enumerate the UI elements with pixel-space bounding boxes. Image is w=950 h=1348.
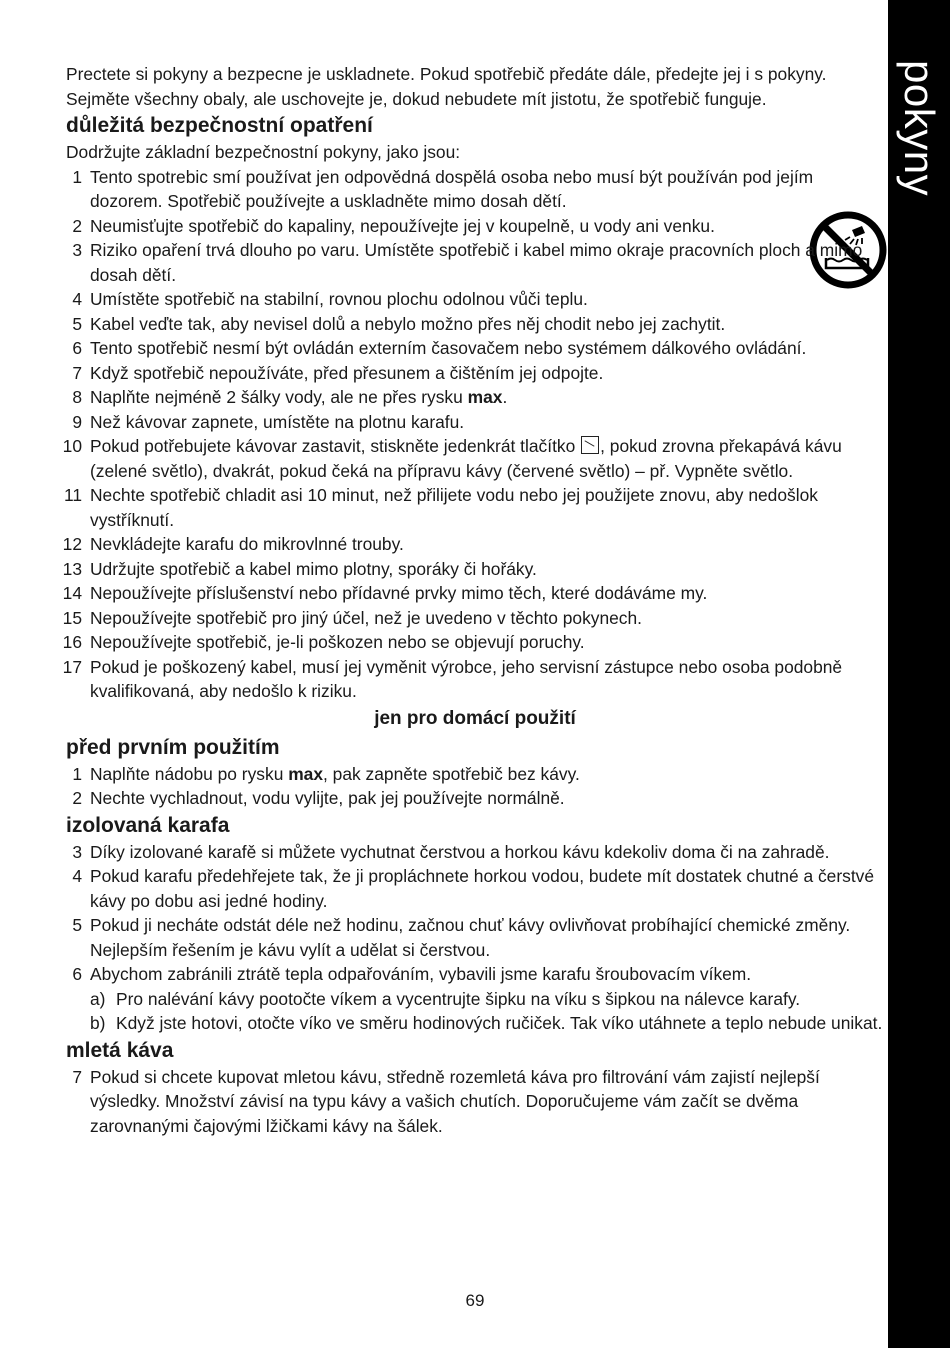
list-item-number: 12 [62, 534, 82, 554]
list-item-number: 8 [72, 387, 82, 407]
list-item [66, 336, 889, 361]
list-item-number: b) [90, 1013, 106, 1033]
list-item-text: Tento spotřebič nesmí být ovládán externím časovačem nebo systémem dálkového ovládání. [90, 338, 807, 358]
list-item-number: 13 [62, 558, 82, 579]
list-item [66, 165, 884, 214]
list-item [90, 1011, 884, 1036]
list-item-text: Nechte spotřebič chladit asi 10 minut, než přilijete vodu nebo jej použijete znovu, aby nedošlok vystříknutí. [90, 485, 818, 530]
list-item-text: Když spotřebič nepoužíváte, před přesunem a čištěním jej odpojte. [90, 362, 604, 383]
list-item [62, 557, 884, 582]
list-item-number: 11 [63, 485, 82, 505]
list-item [62, 630, 884, 655]
list-item-text: Tento spotrebic smí používat jen odpovědná dospělá osoba nebo musí být používán pod jejím dozorem. Spotřebič používejte a uskladněte mimo dosah dětí. [90, 166, 814, 211]
list-item-text: Nepoužívejte spotřebič, je-li poškozen nebo se objevují poruchy. [90, 632, 585, 652]
list-item-text: Pokud ji necháte odstát déle než hodinu, začnou chuť kávy ovlivňovat probíhající chemické změny. Nejlepším řešením je kávu vylít a udělat si čerstvou. [90, 915, 851, 960]
list-item-number: 10 [62, 436, 82, 456]
list-item-number: 2 [72, 788, 82, 808]
list-item-number: a) [90, 988, 106, 1009]
list-item-bold: max [288, 763, 324, 784]
list-item [66, 1065, 884, 1139]
list-item-number: 1 [72, 763, 82, 784]
list-item-number: 17 [62, 656, 82, 677]
list-item [66, 762, 884, 787]
list-item [66, 786, 884, 811]
list-item [66, 238, 884, 287]
list-item-bold: max [467, 387, 503, 407]
ground-coffee-list [66, 1065, 884, 1139]
list-item-text: Pokud je poškozený kabel, musí jej vyměnit výrobce, jeho servisní zástupce nebo osoba podobně kvalifikovaná, aby nedošlo k riziku. [90, 656, 843, 701]
list-item-text: Pokud potřebujete kávovar zastavit, stiskněte jedenkrát tlačítko [90, 436, 581, 456]
list-item-number: 3 [72, 841, 82, 862]
safety-lead: Dodržujte základní bezpečnostní pokyny, jako jsou: [66, 142, 461, 162]
list-item-number: 9 [72, 411, 82, 432]
list-item [90, 987, 884, 1012]
list-item-number: 2 [72, 215, 82, 236]
list-item-text: , pak zapněte spotřebič bez kávy. [323, 763, 580, 784]
page-content [62, 62, 884, 1138]
sidebar-label: pokyny [896, 60, 943, 197]
ground-coffee-heading: mletá káva [66, 1038, 174, 1062]
list-item [66, 361, 884, 386]
list-item-number: 1 [72, 166, 82, 187]
list-item-number: 4 [72, 866, 82, 886]
sidebar-band [888, 0, 950, 1348]
list-item-number: 6 [72, 338, 82, 358]
list-item-text: Nepoužívejte příslušenství nebo přídavné prvky mimo těch, které dodáváme my. [90, 583, 708, 603]
list-item-text: Nepoužívejte spotřebič pro jiný účel, než je uvedeno v těchto pokynech. [90, 607, 642, 628]
list-item [66, 385, 884, 410]
list-item [66, 214, 884, 239]
list-item [62, 581, 884, 606]
carafe-heading: izolovaná karafa [66, 813, 230, 837]
list-item-text: Naplňte nejméně 2 šálky vody, ale ne přes rysku [90, 387, 468, 407]
list-item-text: Naplňte nádobu po rysku [90, 763, 289, 784]
stop-button-icon [581, 436, 599, 454]
list-item-number: 3 [72, 240, 82, 260]
list-item [62, 655, 884, 704]
list-item-number: 7 [72, 362, 82, 383]
list-item-text: Kabel veďte tak, aby nevisel dolů a nebylo možno přes něj chodit nebo jej zachytit. [90, 313, 726, 334]
list-item-text: Pokud karafu předehřejete tak, že ji propláchnete horkou vodou, budete mít dostatek chutné a čerstvé kávy po dobu asi jedné hodiny. [90, 866, 875, 911]
first-use-list [66, 762, 884, 811]
list-item [66, 410, 884, 435]
list-item-text: Nechte vychladnout, vodu vylijte, pak jej používejte normálně. [90, 788, 565, 808]
list-item-number: 6 [72, 964, 82, 984]
safety-list [62, 165, 884, 704]
list-item-text: Pokud si chcete kupovat mletou kávu, středně rozemletá káva pro filtrování vám zajistí nejlepší výsledky. Množství závisí na typu kávy a vašich chutích. Doporučujeme vám začít se dvěma zarovnanými čajovými lžičkami kávy na šálek. [90, 1066, 820, 1136]
domestic-use-note: jen pro domácí použití [374, 707, 576, 729]
list-item-text: Abychom zabránili ztrátě tepla odpařováním, vybavili jsme karafu šroubovacím víkem. [90, 964, 752, 984]
list-item-text: Nevkládejte karafu do mikrovlnné trouby. [90, 534, 404, 554]
list-item-text: Riziko opaření trvá dlouho po varu. Umístěte spotřebič i kabel mimo okraje pracovních ploch a mimo dosah dětí. [90, 240, 863, 285]
list-item [66, 312, 884, 337]
list-item-text: . [502, 387, 508, 407]
list-item [66, 840, 884, 865]
list-item-text: , pokud zrovna překapává kávu (zelené světlo), dvakrát, pokud čeká na přípravu kávy (červené světlo) – př. Vypněte světlo. [90, 436, 842, 481]
list-item-text: Umístěte spotřebič na stabilní, rovnou plochu odolnou vůči teplu. [90, 289, 588, 309]
list-item-text: Pro nalévání kávy pootočte víkem a vycentrujte šipku na víku s šipkou na nálevce karafy. [116, 988, 801, 1009]
page-number: 69 [465, 1291, 485, 1310]
first-use-heading: před prvním použitím [66, 735, 280, 759]
list-item-text: Udržujte spotřebič a kabel mimo plotny, sporáky či hořáky. [90, 558, 537, 579]
list-item-number: 4 [72, 289, 82, 309]
list-item [66, 287, 884, 312]
list-item-number: 5 [72, 915, 82, 935]
list-item [66, 962, 884, 987]
safety-heading: důležitá bezpečnostní opatření [66, 114, 373, 137]
list-item-text: Díky izolované karafě si můžete vychutnat čerstvou a horkou kávu kdekoliv doma či na zahradě. [90, 841, 830, 862]
list-item [63, 483, 884, 532]
list-item [66, 913, 884, 962]
list-item-number: 14 [62, 583, 82, 603]
list-item-text: Neumisťujte spotřebič do kapaliny, nepoužívejte jej v koupelně, u vody ani venku. [90, 215, 715, 236]
list-item [62, 532, 884, 557]
list-item-number: 7 [72, 1066, 82, 1087]
list-item-number: 16 [62, 632, 82, 652]
list-item [62, 606, 884, 631]
list-item [62, 434, 884, 483]
intro-paragraph: Prectete si pokyny a bezpecne je uskladnete. Pokud spotřebič předáte dále, předejte jej i s pokyny. Sejměte všechny obaly, ale uschovejte je, dokud nebudete mít jistotu, že spotřebič funguje. [66, 64, 827, 109]
list-item-text: Než kávovar zapnete, umístěte na plotnu karafu. [90, 411, 465, 432]
list-item-text: Když jste hotovi, otočte víko ve směru hodinových ručiček. Tak víko utáhnete a teplo nebude unikat. [116, 1013, 883, 1033]
list-item [66, 864, 884, 913]
carafe-list [66, 840, 884, 987]
list-item-number: 5 [72, 313, 82, 334]
list-item-number: 15 [62, 607, 82, 628]
carafe-sublist [66, 987, 884, 1036]
